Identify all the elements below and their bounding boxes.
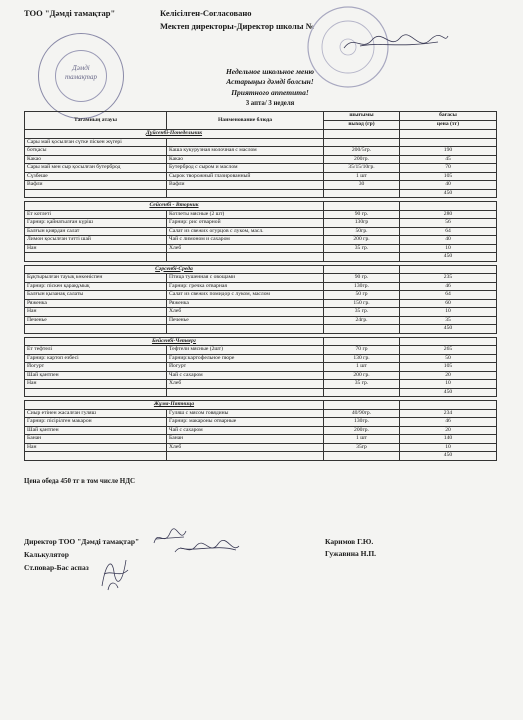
empty-cell [400,202,497,211]
table-row [25,164,497,173]
dish-name-kz: Какао [25,155,167,164]
empty-cell [324,202,400,211]
portion-output: 50 гр [324,291,400,300]
dish-price: 40 [400,181,497,190]
dish-price: 105 [400,363,497,372]
table-row [25,155,497,164]
portion-output [324,138,400,147]
table-row [25,426,497,435]
portion-output: 70 гр [324,346,400,355]
dish-name-kz [25,388,167,397]
day-header-row [25,265,497,274]
director-name: Каримов Г.Ю. [325,537,374,546]
dish-name-ru: Гарнир:картофельное пюре [167,354,324,363]
dish-name-ru: Чай с сахаром [167,371,324,380]
dish-name-ru: Йогурт [167,363,324,372]
dish-price: 64 [400,227,497,236]
day-total-row [25,388,497,397]
dish-name-ru: Какао [167,155,324,164]
cook-signature [94,552,134,592]
dish-name-kz: Сүзбеше [25,172,167,181]
table-row [25,409,497,418]
dish-name-ru: Тефтели мясные (2шт) [167,346,324,355]
table-row [25,308,497,317]
dish-name-kz: Йогурт [25,363,167,372]
portion-output: 130гр. [324,418,400,427]
dish-name-ru [167,253,324,262]
empty-cell [400,265,497,274]
calculator-role: Калькулятор [24,550,69,559]
portion-output: 200/5гр. [324,147,400,156]
dish-name-ru: Бутерброд с сыром и маслом [167,164,324,173]
table-row [25,244,497,253]
dish-price: 45 [400,155,497,164]
portion-output: 200 гр. [324,371,400,380]
dish-price: 140 [400,435,497,444]
dish-price: 280 [400,210,497,219]
dish-price: 56 [400,219,497,228]
empty-cell [400,401,497,410]
day-header-row [25,130,497,139]
table-row [25,443,497,452]
director-approval-line: Мектеп директоры-Директор школы № [160,21,315,31]
day-total-row [25,325,497,334]
dish-name-ru [167,189,324,198]
company-name: ТОО "Дәмді тамақтар" [24,8,116,18]
dish-name-kz: Сары май мен сыр қосылған бутерброд [25,164,167,173]
dish-price: 60 [400,299,497,308]
header-output-ru: выход (гр) [324,121,400,130]
day-total-row [25,189,497,198]
portion-output: 1 шт [324,435,400,444]
portion-output: 200гр. [324,426,400,435]
table-row [25,316,497,325]
header-ru-name: Наименование блюда [167,112,324,130]
day-label: Жұма-Пятница [25,401,324,410]
portion-output [324,253,400,262]
table-row [25,282,497,291]
portion-output: 150 гр. [324,299,400,308]
dish-name-ru: Котлеты мясные (2 шт) [167,210,324,219]
dish-name-kz: Нан [25,308,167,317]
dish-name-ru: Вафли [167,181,324,190]
dish-price [400,138,497,147]
header-kz-name: Тағамның атауы [25,112,167,130]
dish-price: 46 [400,282,497,291]
dish-name-ru: Сырок творожный глазированный [167,172,324,181]
dish-name-ru: Гарнир: макароны отварные [167,418,324,427]
dish-name-kz: Сиыр етінен жасалған гуляш [25,409,167,418]
dish-name-ru [167,388,324,397]
dish-name-kz: Гарнир: пісірілген макарон [25,418,167,427]
portion-output [324,388,400,397]
portion-output: 35 гр. [324,308,400,317]
dish-price: 10 [400,443,497,452]
dish-name-ru [167,452,324,461]
dish-name-kz: Балғын қызанақ салаты [25,291,167,300]
table-row [25,354,497,363]
table-row [25,380,497,389]
dish-name-kz: Гарнир: қайнатылған күріш [25,219,167,228]
dish-name-kz: Гарнир: картоп езбесі [25,354,167,363]
dish-price: 10 [400,308,497,317]
portion-output [324,325,400,334]
menu-title-ru: Недельное школьное меню [225,67,315,76]
lunch-price-note: Цена обеда 450 тг в том числе НДС [24,477,136,485]
empty-cell [324,265,400,274]
header-price-kz: бағасы [400,112,497,121]
dish-name-ru [167,138,324,147]
menu-wish-kz: Астарыңыз дәмді болсын! [226,77,314,86]
table-row [25,274,497,283]
day-total-price: 450 [400,452,497,461]
portion-output: 35/15/10гр. [324,164,400,173]
dish-price: 235 [400,274,497,283]
dish-name-ru: Хлеб [167,244,324,253]
day-total-price: 450 [400,388,497,397]
portion-output: 200 гр. [324,236,400,245]
portion-output: 90 гр. [324,210,400,219]
dish-price: 10 [400,244,497,253]
dish-price: 46 [400,418,497,427]
day-total-row [25,452,497,461]
portion-output: 130гр [324,219,400,228]
cook-role: Ст.повар-Бас аспаз [24,563,89,572]
portion-output: 35 гр. [324,380,400,389]
dish-name-ru: Салат из свежих огурцов с луком, масл. [167,227,324,236]
dish-name-kz: Сары май қосылған сүтке піскен жүгері [25,138,167,147]
portion-output: 1 шт [324,172,400,181]
dish-name-kz: Нан [25,443,167,452]
dish-name-kz: Ет котлеті [25,210,167,219]
portion-output [324,452,400,461]
dish-name-ru: Хлеб [167,380,324,389]
table-row [25,299,497,308]
table-row [25,346,497,355]
portion-output: 30 [324,181,400,190]
table-row [25,219,497,228]
dish-name-kz [25,189,167,198]
table-row [25,418,497,427]
day-header-row [25,202,497,211]
dish-price: 40 [400,236,497,245]
portion-output: 200гр. [324,155,400,164]
day-label: Бейсенбі-Четверг [25,337,324,346]
dish-name-ru: Банан [167,435,324,444]
dish-name-kz: Ряженка [25,299,167,308]
dish-name-kz: Шай қантпен [25,426,167,435]
table-row [25,291,497,300]
dish-price: 35 [400,316,497,325]
director-role: Директор ТОО "Дәмді тамақтар" [24,537,140,546]
dish-name-kz: Банан [25,435,167,444]
empty-cell [324,130,400,139]
dish-name-ru: Хлеб [167,443,324,452]
empty-cell [324,401,400,410]
dish-name-ru: Печенье [167,316,324,325]
header-output-kz: шығымы [324,112,400,121]
portion-output: 40/90гр. [324,409,400,418]
dish-price: 50 [400,354,497,363]
dish-name-kz: Ет тефтелі [25,346,167,355]
day-total-price: 450 [400,189,497,198]
dish-price: 234 [400,409,497,418]
dish-name-ru: Гуляш с мясом говядины [167,409,324,418]
dish-price: 190 [400,147,497,156]
dish-name-kz: Лимон қосылған тәтті шай [25,236,167,245]
day-header-row [25,401,497,410]
dish-name-kz: Бұқтырылған тауық көкөніспен [25,274,167,283]
table-row [25,181,497,190]
menu-table [24,111,497,461]
dish-name-kz: Вафли [25,181,167,190]
table-row [25,138,497,147]
dish-name-ru: Хлеб [167,308,324,317]
dish-name-ru: Гарнир: рис отварной [167,219,324,228]
table-row [25,147,497,156]
dish-name-kz: Нан [25,380,167,389]
empty-cell [400,130,497,139]
table-row [25,363,497,372]
director-signature-top [340,30,450,56]
portion-output: 130 гр. [324,354,400,363]
portion-output: 35 гр. [324,244,400,253]
table-row [25,210,497,219]
day-label: Сәрсенбі-Среда [25,265,324,274]
stamp-text-1: Дәмді [72,64,90,72]
table-row [25,227,497,236]
week-label: 3 апта/ 3 неделя [245,100,295,107]
dish-name-kz: ботқасы [25,147,167,156]
dish-price: 20 [400,371,497,380]
portion-output: 50гр. [324,227,400,236]
empty-cell [324,337,400,346]
portion-output: 1 шт [324,363,400,372]
dish-name-kz [25,325,167,334]
dish-price: 265 [400,346,497,355]
table-header-row-1 [25,112,497,121]
day-total-price: 450 [400,253,497,262]
dish-name-ru: Чай с сахаром [167,426,324,435]
dish-price: 64 [400,291,497,300]
dish-price: 70 [400,164,497,173]
day-total-row [25,253,497,262]
day-total-price: 450 [400,325,497,334]
portion-output: 90 гр. [324,274,400,283]
dish-name-ru: Каша кукурузная молочная с маслом [167,147,324,156]
day-label: Дүйсенбі-Понедельник [25,130,324,139]
portion-output: 35гр [324,443,400,452]
calculator-signature [172,538,242,560]
stamp-text-2: тамақтар [64,73,98,81]
day-header-row [25,337,497,346]
portion-output: 130гр. [324,282,400,291]
dish-name-kz: Балғын қиярдан салат [25,227,167,236]
dish-name-ru [167,325,324,334]
dish-name-ru: Ряженка [167,299,324,308]
dish-name-kz: Шай қантпен [25,371,167,380]
company-stamp [38,33,124,119]
dish-price: 105 [400,172,497,181]
dish-name-kz: Печенье [25,316,167,325]
menu-wish-ru: Приятного аппетита! [231,88,309,97]
dish-name-ru: Чай с лимоном и сахаром [167,236,324,245]
dish-name-kz [25,253,167,262]
table-row [25,371,497,380]
dish-name-ru: Гарнир: гречка отварная [167,282,324,291]
table-row [25,236,497,245]
day-label: Сейсенбі - Вторник [25,202,324,211]
agreed-label: Келісілген-Согласовано [160,8,252,18]
table-row [25,172,497,181]
dish-name-kz [25,452,167,461]
dish-name-kz: Нан [25,244,167,253]
dish-price: 20 [400,426,497,435]
dish-name-ru: Птица тушенная с овощами [167,274,324,283]
empty-cell [400,337,497,346]
table-row [25,435,497,444]
dish-name-ru: Салат из свежих помидор с луком, маслом [167,291,324,300]
header-price-ru: цена (тг) [400,121,497,130]
portion-output [324,189,400,198]
calculator-name: Гужавина Н.П. [325,549,377,558]
portion-output: 24гр. [324,316,400,325]
dish-name-kz: Гарнир: піскен қарақұмық [25,282,167,291]
dish-price: 10 [400,380,497,389]
